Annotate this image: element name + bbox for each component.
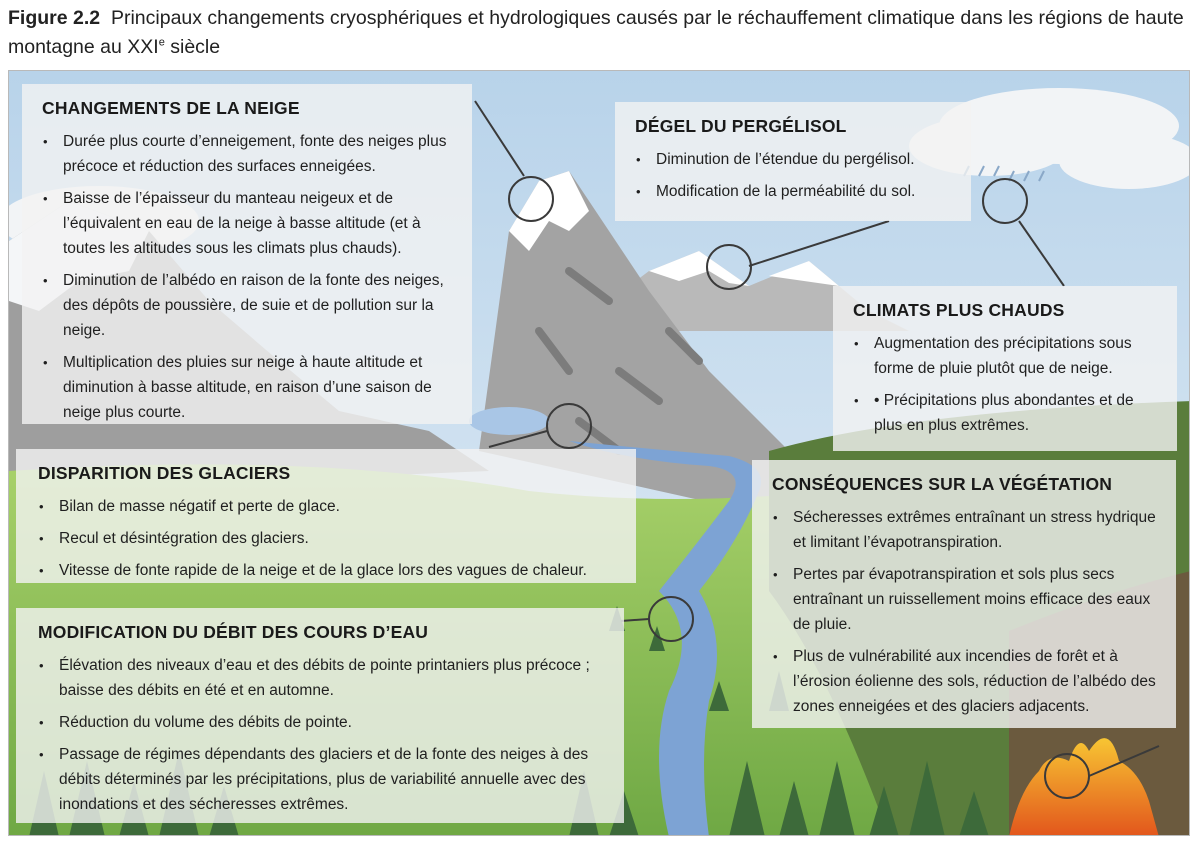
figure-title-superscript: e bbox=[158, 36, 165, 49]
list-item: • Modification de la perméabilité du sol. bbox=[635, 179, 955, 204]
list-item: • Recul et désintégration des glaciers. bbox=[38, 526, 620, 551]
box-climats-chauds bbox=[833, 286, 1177, 451]
list-item: • Bilan de masse négatif et perte de glace. bbox=[38, 494, 620, 519]
box-changements-neige bbox=[22, 84, 472, 424]
list-item: • Réduction du volume des débits de pointe. bbox=[38, 710, 608, 735]
list-item: • Diminution de l’albédo en raison de la fonte des neiges, des dépôts de poussière, de suie et de pollution sur la neige. bbox=[42, 268, 456, 343]
list-item: • • Précipitations plus abondantes et de plus en plus extrêmes. bbox=[853, 388, 1161, 438]
box-title: DÉGEL DU PERGÉLISOL bbox=[635, 116, 847, 136]
figure-caption bbox=[8, 4, 1193, 62]
figure-title: Principaux changements cryosphériques et hydrologiques causés par le réchauffement climatique dans les régions de haute montagne au XXI bbox=[8, 7, 1184, 58]
box-title: CHANGEMENTS DE LA NEIGE bbox=[42, 98, 300, 118]
figure-title-end: siècle bbox=[164, 36, 221, 58]
box-title: CLIMATS PLUS CHAUDS bbox=[853, 300, 1065, 320]
box-title: DISPARITION DES GLACIERS bbox=[38, 463, 291, 483]
list-item: • Baisse de l’épaisseur du manteau neigeux et de l’équivalent en eau de la neige à basse altitude (et à toutes les altitudes sous les climats plus chauds). bbox=[42, 186, 456, 261]
list-item: • Passage de régimes dépendants des glaciers et de la fonte des neiges à des débits déterminés par les précipitations, plus de variabilité annuelle avec des inondations et des sécheresses extrêmes. bbox=[38, 742, 608, 817]
list-item: • Augmentation des précipitations sous forme de pluie plutôt que de neige. bbox=[853, 331, 1161, 381]
list-item: • Diminution de l’étendue du pergélisol. bbox=[635, 147, 955, 172]
box-title: MODIFICATION DU DÉBIT DES COURS D’EAU bbox=[38, 622, 429, 642]
box-consequences-vegetation bbox=[752, 460, 1176, 728]
mountain-illustration bbox=[8, 70, 1190, 836]
box-title: CONSÉQUENCES SUR LA VÉGÉTATION bbox=[772, 474, 1113, 494]
figure-label: Figure 2.2 bbox=[8, 7, 101, 29]
list-item: • Vitesse de fonte rapide de la neige et de la glace lors des vagues de chaleur. bbox=[38, 558, 620, 583]
glacier-lake bbox=[469, 407, 549, 435]
list-item: • Durée plus courte d’enneigement, fonte des neiges plus précoce et réduction des surfaces enneigées. bbox=[42, 129, 456, 179]
list-item: • Plus de vulnérabilité aux incendies de forêt et à l’érosion éolienne des sols, réduction de l’albédo des zones enneigées et des glaciers adjacents. bbox=[772, 644, 1160, 719]
box-degel-pergelisol bbox=[615, 102, 971, 221]
list-item: • Sécheresses extrêmes entraînant un stress hydrique et limitant l’évapotranspiration. bbox=[772, 505, 1160, 555]
box-modification-debit bbox=[16, 608, 624, 823]
box-disparition-glaciers bbox=[16, 449, 636, 583]
list-item: • Élévation des niveaux d’eau et des débits de pointe printaniers plus précoce ; baisse des débits en été et en automne. bbox=[38, 653, 608, 703]
list-item: • Multiplication des pluies sur neige à haute altitude et diminution à basse altitude, en raison d’une saison de neige plus courte. bbox=[42, 350, 456, 425]
list-item: • Pertes par évapotranspiration et sols plus secs entraînant un ruissellement moins efficace des eaux de pluie. bbox=[772, 562, 1160, 637]
